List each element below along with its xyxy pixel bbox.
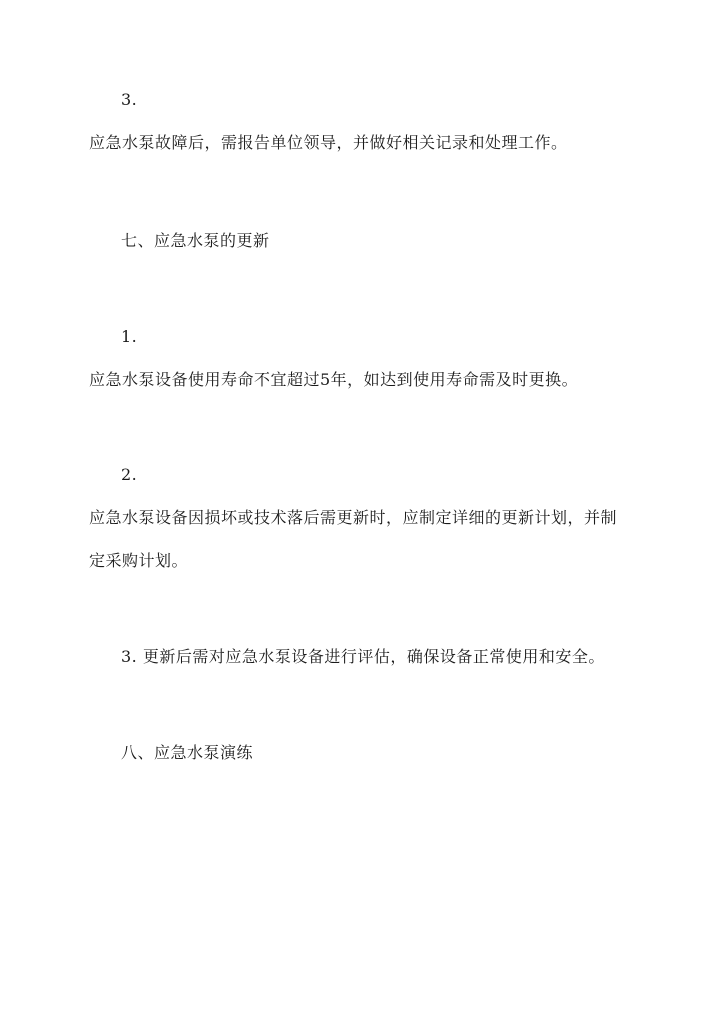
- list-number: 3.: [121, 90, 138, 109]
- paragraph-line: 定采购计划。: [89, 551, 189, 570]
- paragraph-line: 应急水泵故障后，需报告单位领导，并做好相关记录和处理工作。: [89, 133, 568, 152]
- section-heading: 八、应急水泵演练: [121, 743, 254, 762]
- paragraph-line: 3. 更新后需对应急水泵设备进行评估，确保设备正常使用和安全。: [121, 647, 605, 666]
- paragraph-line: 应急水泵设备因损坏或技术落后需更新时，应制定详细的更新计划，并制: [89, 508, 618, 527]
- list-number: 1.: [121, 327, 138, 346]
- paragraph-line: 应急水泵设备使用寿命不宜超过5年，如达到使用寿命需及时更换。: [89, 370, 579, 389]
- list-number: 2.: [121, 465, 138, 484]
- section-heading: 七、应急水泵的更新: [121, 231, 270, 250]
